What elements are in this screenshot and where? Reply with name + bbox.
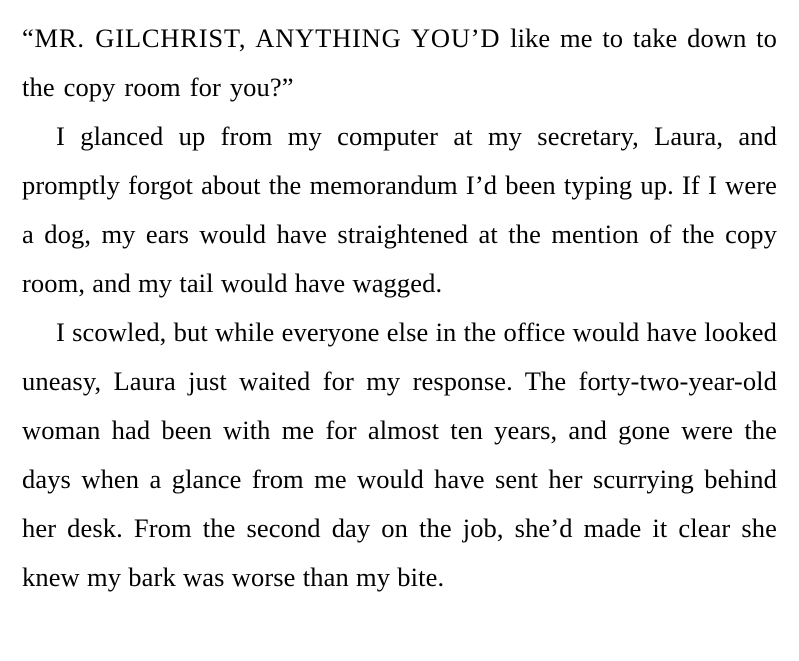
small-caps-lead: “MR. GILCHRIST, ANYTHING YOU’D [22,23,501,53]
paragraph-three: I scowled, but while everyone else in the office would have looked uneasy, Laura just waited for my response. The forty-two-year-old woman had been with me for almost ten years, and gone were the days when a glance from me would have sent her scurrying behind her desk. From the second day on the job, she’d made it clear she knew my bark was worse than my bite. [22,317,778,592]
paragraph-two: I glanced up from my computer at my secretary, Laura, and promptly forgot about the memorandum I’d been typing up. If I were a dog, my ears would have straightened at the mention of the copy room, and my tail would have wagged. [22,121,777,298]
paragraph-opening-rest: like me to take down to the copy room for you?” [22,23,777,102]
paragraph-opening [22,14,777,112]
